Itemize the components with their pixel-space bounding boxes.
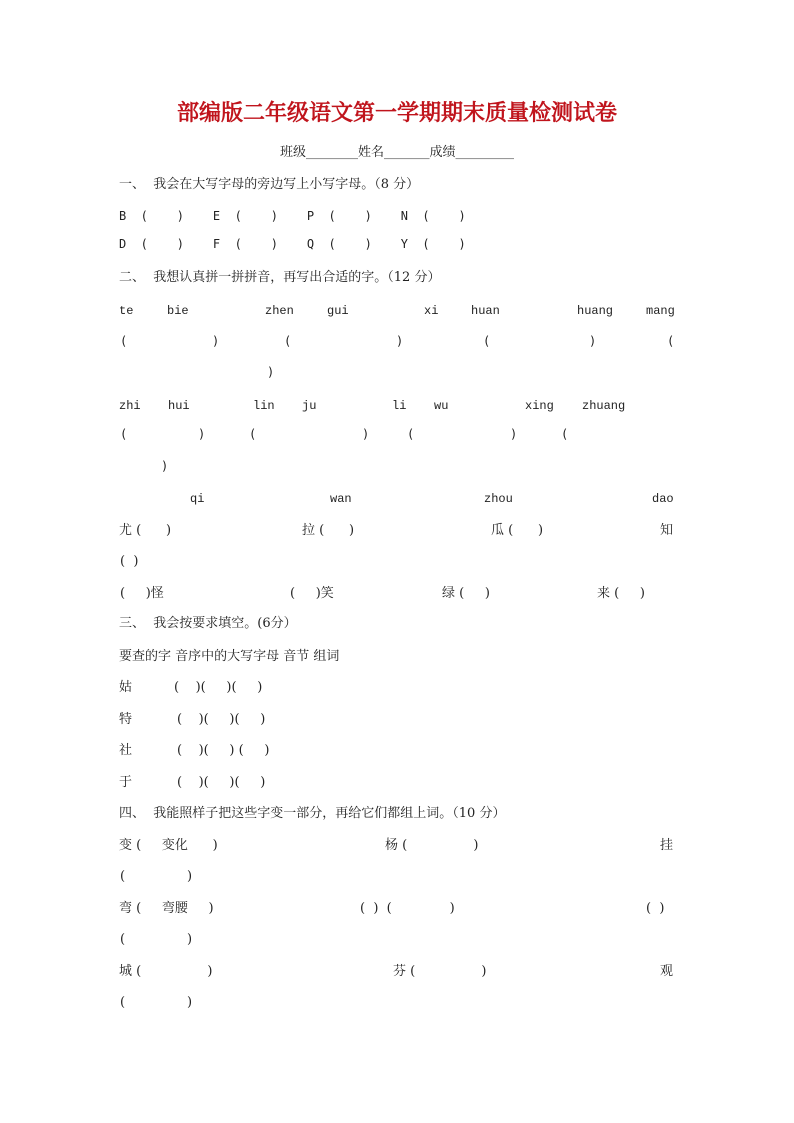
pinyin: hui: [168, 399, 190, 413]
section-1-row-2: D ( ) F ( ) Q ( ) Y ( ): [119, 237, 466, 251]
pinyin: zhou: [484, 492, 513, 506]
pinyin: wan: [330, 492, 352, 506]
word-blank: 挂: [660, 838, 674, 853]
section-1-heading: 一、 我会在大写字母的旁边写上小写字母。（8 分）: [119, 177, 420, 192]
word-blank: ( ): [120, 869, 193, 884]
section-1-row-1: B ( ) E ( ) P ( ) N ( ): [119, 209, 466, 223]
pinyin: bie: [167, 304, 189, 318]
answer-bracket: (: [249, 427, 257, 441]
lookup-char: 姑: [119, 680, 133, 695]
student-info-line: 班级________姓名_______成绩_________: [279, 145, 514, 160]
answer-bracket: ): [212, 334, 220, 348]
answer-bracket: (: [284, 334, 292, 348]
lookup-blanks: ( )( )( ): [174, 680, 263, 695]
answer-bracket: ): [396, 334, 404, 348]
lookup-blanks: ( )( )( ): [177, 712, 266, 727]
answer-bracket: ): [362, 427, 370, 441]
lookup-char: 于: [119, 775, 133, 790]
char-blank: ( ): [120, 554, 139, 569]
char-blank: 知: [660, 523, 674, 538]
answer-bracket: ): [267, 365, 275, 379]
section-4-heading: 四、 我能照样子把这些字变一部分，再给它们都组上词。（10 分）: [119, 806, 506, 821]
word-blank: ( ) ( ): [360, 901, 455, 916]
char-blank: 拉 ( ): [302, 523, 355, 538]
word-blank: 观: [660, 964, 674, 979]
pinyin: li: [392, 399, 407, 413]
answer-bracket: ): [589, 334, 597, 348]
word-blank: 芬 ( ): [393, 964, 487, 979]
pinyin: zhi: [119, 399, 141, 413]
word-blank: ( ): [120, 932, 193, 947]
char-blank: 瓜 ( ): [491, 523, 544, 538]
pinyin: dao: [652, 492, 674, 506]
pinyin: xing: [525, 399, 554, 413]
word-blank: 杨 ( ): [385, 838, 479, 853]
pinyin: gui: [327, 304, 349, 318]
answer-bracket: ): [198, 427, 206, 441]
pinyin: lin: [253, 399, 275, 413]
answer-bracket: ): [510, 427, 518, 441]
answer-bracket: ): [161, 459, 169, 473]
pinyin: qi: [190, 492, 205, 506]
section-3-heading: 三、 我会按要求填空。(6分）: [119, 616, 297, 631]
lookup-blanks: ( )( )( ): [177, 775, 266, 790]
word-blank: ( ): [120, 995, 193, 1010]
answer-bracket: (: [667, 334, 675, 348]
word-blank: ( ): [646, 901, 665, 916]
answer-bracket: (: [120, 427, 128, 441]
char-blank: ( )笑: [290, 586, 334, 601]
pinyin: wu: [434, 399, 449, 413]
answer-bracket: (: [407, 427, 415, 441]
pinyin: huan: [471, 304, 500, 318]
char-blank: 尤 ( ): [119, 523, 172, 538]
char-blank: ( )怪: [120, 586, 164, 601]
word-blank: 变 ( 变化 ): [119, 838, 218, 853]
word-blank: 城 ( ): [119, 964, 213, 979]
pinyin: zhuang: [582, 399, 626, 413]
lookup-char: 特: [119, 712, 133, 727]
pinyin: te: [119, 304, 134, 318]
pinyin: ju: [302, 399, 317, 413]
answer-bracket: (: [483, 334, 491, 348]
pinyin: mang: [646, 304, 675, 318]
lookup-blanks: ( )( ) ( ): [177, 743, 270, 758]
word-blank: 弯 ( 弯腰 ): [119, 901, 214, 916]
pinyin: zhen: [265, 304, 294, 318]
section-2-heading: 二、 我想认真拼一拼拼音，再写出合适的字。（12 分）: [119, 270, 441, 285]
section-3-table-header: 要查的字 音序中的大写字母 音节 组词: [119, 649, 340, 664]
answer-bracket: (: [120, 334, 128, 348]
lookup-char: 社: [119, 743, 133, 758]
char-blank: 绿 ( ): [442, 586, 490, 601]
page-title: 部编版二年级语文第一学期期末质量检测试卷: [176, 101, 617, 126]
answer-bracket: (: [561, 427, 569, 441]
pinyin: xi: [424, 304, 439, 318]
pinyin: huang: [577, 304, 614, 318]
char-blank: 来 ( ): [597, 586, 645, 601]
